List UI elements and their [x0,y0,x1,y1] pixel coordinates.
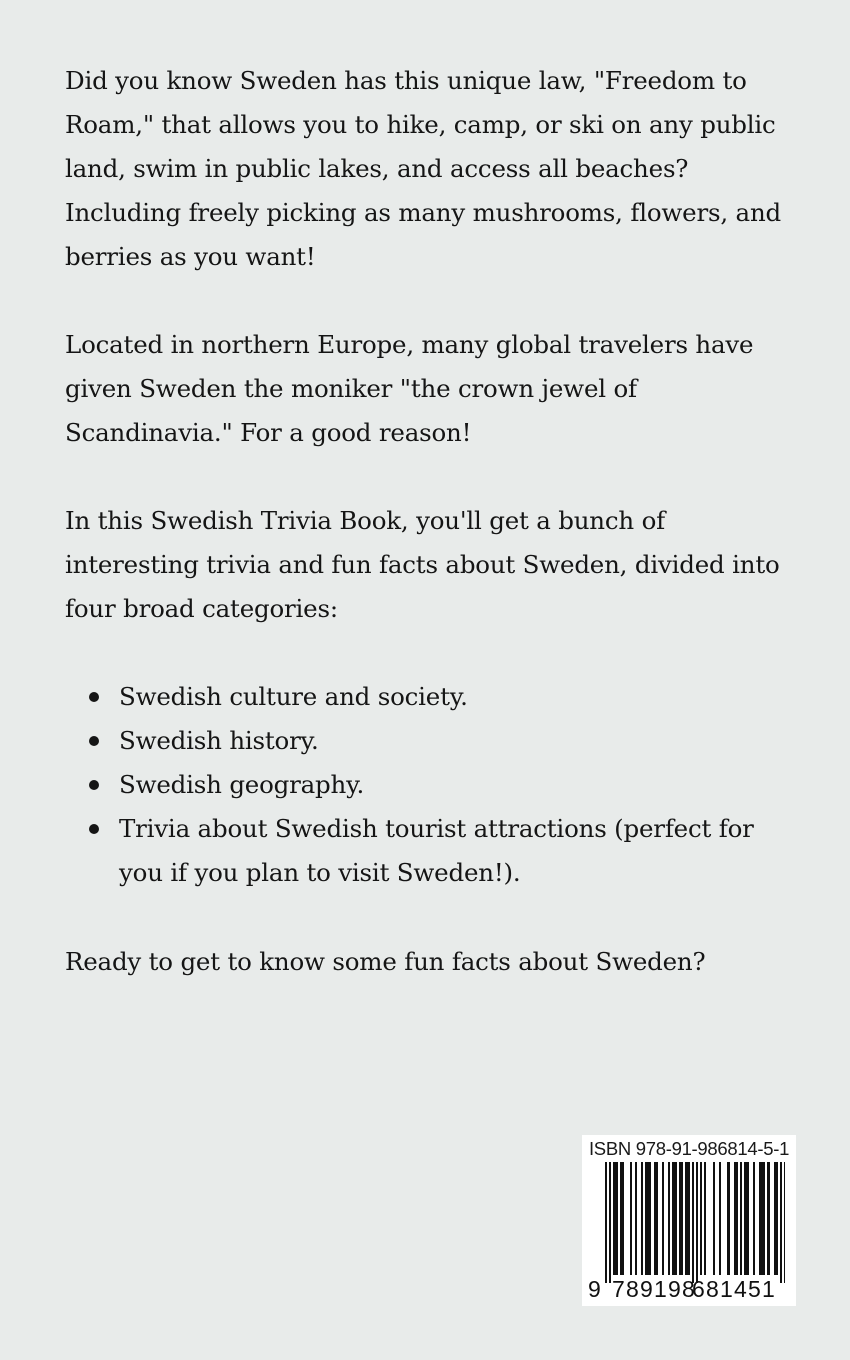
barcode-bar [713,1162,715,1275]
category-text: Swedish geography. [119,770,365,799]
intro-paragraph [65,59,781,279]
barcode-bar [635,1162,637,1275]
category-item [65,807,754,895]
category-text: you if you plan to visit Sweden!). [119,858,521,887]
intro-line: Roam," that allows you to hike, camp, or ski on any public [65,110,776,139]
bullet-icon [89,692,99,702]
barcode-bar [679,1162,683,1275]
barcode-bar [727,1162,731,1275]
bullet-icon [89,736,99,746]
closing-line: Ready to get to know some fun facts about Sweden? [65,947,706,976]
barcode-bar [700,1162,702,1275]
barcode-first-digit: 9 [588,1276,601,1302]
category-text: Swedish history. [119,726,319,755]
book-intro-line: interesting trivia and fun facts about Sweden, divided into [65,550,780,579]
closing-paragraph [65,940,705,984]
barcode-bar [774,1162,778,1275]
barcode-guard-bar [609,1162,611,1283]
location-paragraph [65,323,753,455]
barcode-bar [719,1162,721,1275]
category-item [65,719,754,763]
barcode-bar [613,1162,619,1275]
barcode-bar [759,1162,765,1275]
barcode-bar [654,1162,658,1275]
isbn-barcode [582,1135,796,1306]
bullet-icon [89,780,99,790]
barcode-bar [662,1162,664,1275]
intro-line: Did you know Sweden has this unique law, "Freedom to [65,66,747,95]
barcode-guard-bar [605,1162,607,1283]
book-intro-line: In this Swedish Trivia Book, you'll get a bunch of [65,506,665,535]
category-item [65,675,754,719]
location-line: given Sweden the moniker "the crown jewel of [65,374,637,403]
barcode-right-digits: 681451 [692,1276,776,1302]
barcode-bar [685,1162,691,1275]
barcode-guard-bar [780,1162,782,1283]
barcode-bar [668,1162,670,1275]
barcode-bar [753,1162,755,1275]
barcode-bar [740,1162,742,1275]
barcode-bar [620,1162,624,1275]
barcode-bar [767,1162,771,1275]
book-intro-paragraph [65,499,780,631]
category-text: Trivia about Swedish tourist attractions (perfect for [119,814,754,843]
barcode-bar [641,1162,643,1275]
intro-line: berries as you want! [65,242,316,271]
barcode-guard-bar [784,1162,786,1283]
categories-list [65,675,754,895]
barcode-bar [744,1162,750,1275]
category-text: Swedish culture and society. [119,682,468,711]
barcode-bar [734,1162,738,1275]
book-intro-line: four broad categories: [65,594,338,623]
location-line: Scandinavia." For a good reason! [65,418,472,447]
intro-line: Including freely picking as many mushrooms, flowers, and [65,198,782,227]
intro-line: land, swim in public lakes, and access all beaches? [65,154,689,183]
barcode-guard-bar [692,1162,694,1283]
barcode-bar [630,1162,632,1275]
barcode-bar [672,1162,678,1275]
barcode-bar [645,1162,651,1275]
barcode-left-digits: 789198 [612,1276,696,1302]
location-line: Located in northern Europe, many global travelers have [65,330,754,359]
bullet-icon [89,824,99,834]
barcode-guard-bar [696,1162,698,1283]
isbn-label: ISBN 978-91-986814-5-1 [588,1138,790,1159]
barcode-bar [704,1162,706,1275]
category-item [65,763,754,807]
